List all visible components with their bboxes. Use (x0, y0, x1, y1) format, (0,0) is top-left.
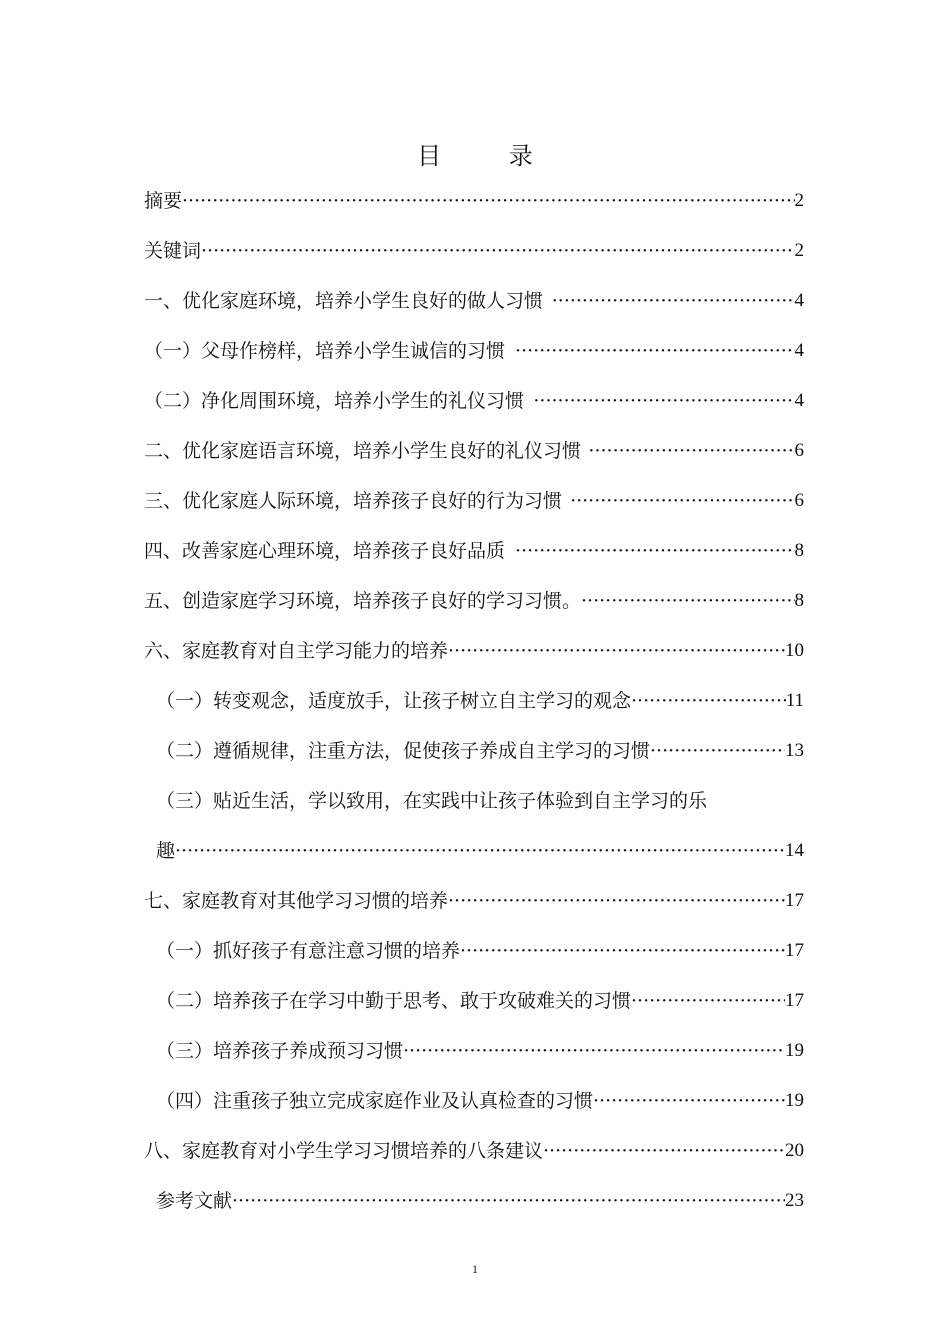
toc-leader-dots (182, 186, 794, 216)
toc-entry[interactable] (144, 536, 804, 566)
toc-entry-text: 关键词 (144, 240, 202, 262)
toc-page-number: 17 (785, 940, 804, 961)
toc-entry[interactable] (156, 1036, 804, 1066)
page-number-footer: 1 (472, 1262, 478, 1276)
toc-leader-dots (201, 236, 794, 266)
toc-leader-dots (533, 386, 794, 416)
toc-entry[interactable] (144, 1136, 804, 1166)
toc-entry[interactable] (156, 1186, 804, 1216)
toc-entry-text: 二、优化家庭语言环境，培养小学生良好的礼仪习惯 (144, 440, 582, 462)
toc-page-number: 13 (785, 740, 804, 761)
toc-entry-text: 参考文献 (156, 1190, 233, 1212)
toc-entry[interactable] (156, 1086, 804, 1116)
toc-leader-dots (650, 736, 785, 766)
toc-entry[interactable] (156, 936, 804, 966)
toc-entry[interactable] (144, 436, 804, 466)
toc-page-number: 2 (794, 190, 804, 211)
toc-entry-text: （二）净化周围环境，培养小学生的礼仪习惯 (144, 390, 525, 412)
toc-entry[interactable] (144, 886, 804, 916)
toc-entry[interactable] (144, 236, 804, 266)
toc-leader-dots (570, 486, 794, 516)
toc-page-number: 6 (794, 490, 804, 511)
toc-page-number: 19 (785, 1040, 804, 1061)
toc-entry-text: 八、家庭教育对小学生学习习惯培养的八条建议 (144, 1140, 544, 1162)
toc-page-number: 14 (785, 840, 804, 861)
toc-entry-text: 趣 (156, 840, 176, 862)
toc-page-number: 20 (785, 1140, 804, 1161)
toc-entry-text: （三）贴近生活，学以致用，在实践中让孩子体验到自主学习的乐 (156, 790, 708, 812)
toc-leader-dots (588, 436, 794, 466)
toc-page-number: 8 (794, 590, 804, 611)
toc-entry[interactable] (144, 186, 804, 216)
toc-leader-dots (631, 686, 786, 716)
toc-leader-dots (175, 836, 785, 866)
toc-page-number: 2 (794, 240, 804, 261)
toc-page-number: 11 (785, 690, 804, 711)
toc-entry-text: （二）培养孩子在学习中勤于思考、敢于攻破难关的习惯 (156, 990, 632, 1012)
toc-entry-text: （一）抓好孩子有意注意习惯的培养 (156, 940, 461, 962)
toc-entry[interactable] (156, 736, 804, 766)
toc-entry[interactable] (156, 686, 804, 716)
toc-entry[interactable] (144, 636, 804, 666)
toc-entry[interactable] (144, 386, 804, 416)
toc-entry-text: （四）注重孩子独立完成家庭作业及认真检查的习惯 (156, 1090, 594, 1112)
toc-leader-dots (552, 286, 795, 316)
toc-leader-dots (515, 336, 794, 366)
toc-page-number: 8 (794, 540, 804, 561)
toc-entry-continuation[interactable] (156, 836, 804, 866)
toc-leader-dots (232, 1186, 785, 1216)
toc-page-number: 23 (785, 1190, 804, 1211)
toc-entry-text: （三）培养孩子养成预习习惯 (156, 1040, 404, 1062)
toc-entry[interactable] (156, 786, 804, 816)
toc-leader-dots (403, 1036, 785, 1066)
toc-page-number: 10 (785, 640, 804, 661)
toc-page-number: 17 (785, 890, 804, 911)
toc-entry-number: 一、 (144, 290, 183, 312)
toc-entry-text: （一）父母作榜样，培养小学生诚信的习惯 (144, 340, 506, 362)
toc-leader-dots (631, 986, 785, 1016)
toc-entry-text: 摘要 (144, 190, 183, 212)
toc-leader-dots (448, 886, 785, 916)
toc-leader-dots (448, 636, 785, 666)
toc-page-number: 6 (794, 440, 804, 461)
toc-entry[interactable] (144, 486, 804, 516)
toc-entry[interactable] (144, 336, 804, 366)
toc-entry-text: 三、优化家庭人际环境，培养孩子良好的行为习惯 (144, 490, 563, 512)
toc-entry[interactable] (144, 286, 804, 316)
toc-entry-text: （二）遵循规律，注重方法，促使孩子养成自主学习的习惯 (156, 740, 651, 762)
toc-entry[interactable] (144, 586, 804, 616)
toc-page-number: 4 (794, 390, 804, 411)
toc-leader-dots (515, 536, 794, 566)
toc-leader-dots (581, 586, 794, 616)
toc-entry-text: 优化家庭环境，培养小学生良好的做人习惯 (182, 290, 544, 312)
toc-leader-dots (543, 1136, 785, 1166)
toc-leader-dots (593, 1086, 785, 1116)
toc-page-number: 4 (794, 340, 804, 361)
toc-page-number: 19 (785, 1090, 804, 1111)
toc-entry-text: 四、改善家庭心理环境，培养孩子良好品质 (144, 540, 506, 562)
toc-entry-text: 五、创造家庭学习环境，培养孩子良好的学习习惯。 (144, 590, 582, 612)
toc-entry[interactable] (156, 986, 804, 1016)
toc-leader-dots (460, 936, 785, 966)
toc-title: 目 录 (417, 142, 563, 170)
toc-page-number: 17 (785, 990, 804, 1011)
toc-page-number: 4 (794, 290, 804, 311)
toc-entry-text: 六、家庭教育对自主学习能力的培养 (144, 640, 449, 662)
toc-entry-text: 七、家庭教育对其他学习习惯的培养 (144, 890, 449, 912)
toc-entry-text: （一）转变观念，适度放手，让孩子树立自主学习的观念 (156, 690, 632, 712)
